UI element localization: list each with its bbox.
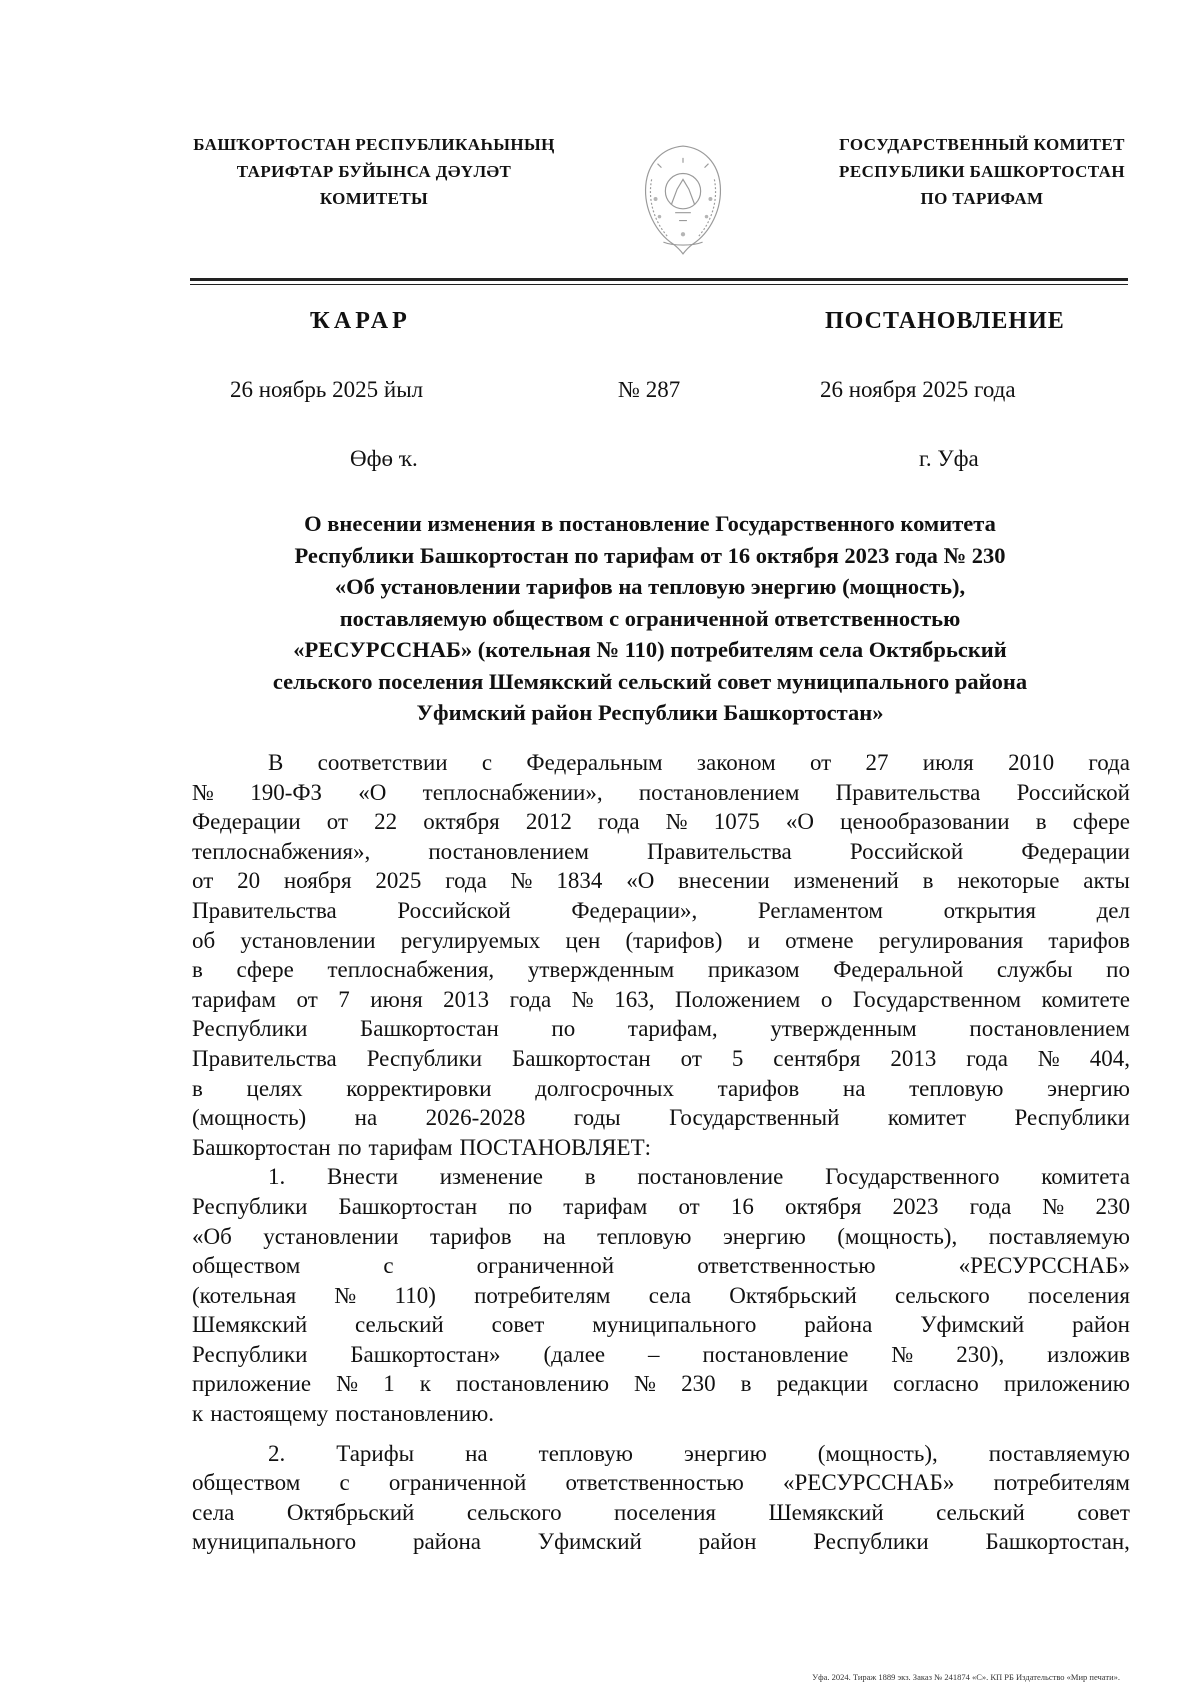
body-line: Правительства Российской Федерации», Регламентом открытия дел <box>192 897 1130 923</box>
body-line: 1. Внести изменение в постановление Государственного комитета <box>268 1164 1130 1190</box>
header-russian-line: РЕСПУБЛИКИ БАШКОРТОСТАН <box>839 162 1125 181</box>
body-line: в целях корректировки долгосрочных тарифов на тепловую энергию <box>192 1075 1130 1101</box>
title-line: сельского поселения Шемякский сельский совет муниципального района <box>272 668 1028 694</box>
doc-type-bashkir: ҠАРАР <box>310 308 411 334</box>
date-russian: 26 ноября 2025 года <box>820 377 1016 402</box>
body-line: № 190-ФЗ «О теплоснабжении», постановлением Правительства Российской <box>192 779 1130 805</box>
title-line: Уфимский район Республики Башкортостан» <box>416 700 884 725</box>
body-line: обществом с ограниченной ответственностью «РЕСУРССНАБ» потребителям <box>192 1470 1130 1496</box>
title-line: Республики Башкортостан по тарифам от 16 октября 2023 года № 230 <box>294 542 1006 568</box>
header-russian <box>792 131 1172 212</box>
header-russian-line: ГОСУДАРСТВЕННЫЙ КОМИТЕТ <box>839 135 1125 154</box>
body-line: Правительства Республики Башкортостан от 5 сентября 2013 года № 404, <box>192 1045 1130 1071</box>
body-line: (мощность) на 2026-2028 годы Государственный комитет Республики <box>192 1105 1130 1131</box>
city-bashkir: Өфө ҡ. <box>350 446 418 471</box>
body-line: (котельная № 110) потребителям села Октябрьский сельского поселения <box>192 1282 1130 1308</box>
title-line: О внесении изменения в постановление Государственного комитета <box>304 511 996 536</box>
body-line: Республики Башкортостан по тарифам от 16 октября 2023 года № 230 <box>192 1193 1130 1219</box>
body-line: В соответствии с Федеральным законом от 27 июля 2010 года <box>268 750 1130 775</box>
document-number: № 287 <box>618 377 681 402</box>
header-bashkir-line: ТАРИФТАР БУЙЫНСА ДӘҮЛӘТ <box>236 162 512 181</box>
header-bashkir-line: КОМИТЕТЫ <box>319 189 429 208</box>
header-divider-thin <box>190 284 1128 285</box>
header-russian-line: ПО ТАРИФАМ <box>920 189 1044 208</box>
body-line: Федерации от 22 октября 2012 года № 1075 «О ценообразовании в сфере <box>192 809 1130 835</box>
document-body <box>192 748 1130 1557</box>
print-imprint: Уфа. 2024. Тираж 1889 экз. Заказ № 241874 «С». КП РБ Издательство «Мир печати». <box>812 1672 1120 1682</box>
body-line: приложение № 1 к постановлению № 230 в редакции согласно приложению <box>192 1371 1130 1397</box>
body-line: в сфере теплоснабжения, утвержденным приказом Федеральной службы по <box>192 957 1130 983</box>
body-line: Шемякский сельский совет муниципального района Уфимский район <box>192 1312 1130 1338</box>
paragraph-preamble <box>192 748 1130 1162</box>
body-line: «Об установлении тарифов на тепловую энергию (мощность), поставляемую <box>192 1223 1130 1249</box>
body-line: теплоснабжения», постановлением Правительства Российской Федерации <box>192 838 1130 864</box>
body-line: от 20 ноября 2025 года № 1834 «О внесении изменений в некоторые акты <box>192 868 1130 894</box>
header-bashkir-line: БАШҠОРТОСТАН РЕСПУБЛИКАҺЫНЫҢ <box>193 135 555 154</box>
body-line: обществом с ограниченной ответственностью «РЕСУРССНАБ» <box>192 1253 1130 1279</box>
document-title <box>150 508 1150 729</box>
header-divider-thick <box>190 278 1128 281</box>
coat-of-arms-icon <box>634 140 732 258</box>
title-line: поставляемую обществом с ограниченной ответственностью <box>339 605 961 631</box>
body-line: 2. Тарифы на тепловую энергию (мощность), поставляемую <box>268 1440 1130 1466</box>
body-line: села Октябрьский сельского поселения Шемякский сельский совет <box>192 1499 1130 1525</box>
paragraph-item-1 <box>192 1162 1130 1428</box>
body-line: Республики Башкортостан по тарифам, утвержденным постановлением <box>192 1016 1130 1042</box>
body-line: Республики Башкортостан» (далее – постановление № 230), изложив <box>192 1341 1130 1367</box>
title-line: «Об установлении тарифов на тепловую энергию (мощность), <box>334 574 966 599</box>
header-bashkir <box>154 131 594 212</box>
body-line: муниципального района Уфимский район Республики Башкортостан, <box>192 1529 1130 1555</box>
body-line: к настоящему постановлению. <box>192 1401 495 1427</box>
body-line: об установлении регулируемых цен (тарифов) и отмене регулирования тарифов <box>192 927 1130 953</box>
city-russian: г. Уфа <box>919 446 979 471</box>
body-line: тарифам от 7 июня 2013 года № 163, Положением о Государственном комитете <box>192 986 1130 1012</box>
title-line: «РЕСУРССНАБ» (котельная № 110) потребителям села Октябрьский <box>293 637 1007 662</box>
paragraph-item-2 <box>192 1439 1130 1557</box>
date-bashkir: 26 ноябрь 2025 йыл <box>230 377 424 402</box>
body-line: Башкортостан по тарифам ПОСТАНОВЛЯЕТ: <box>192 1134 652 1160</box>
doc-type-russian: ПОСТАНОВЛЕНИЕ <box>825 308 1065 334</box>
